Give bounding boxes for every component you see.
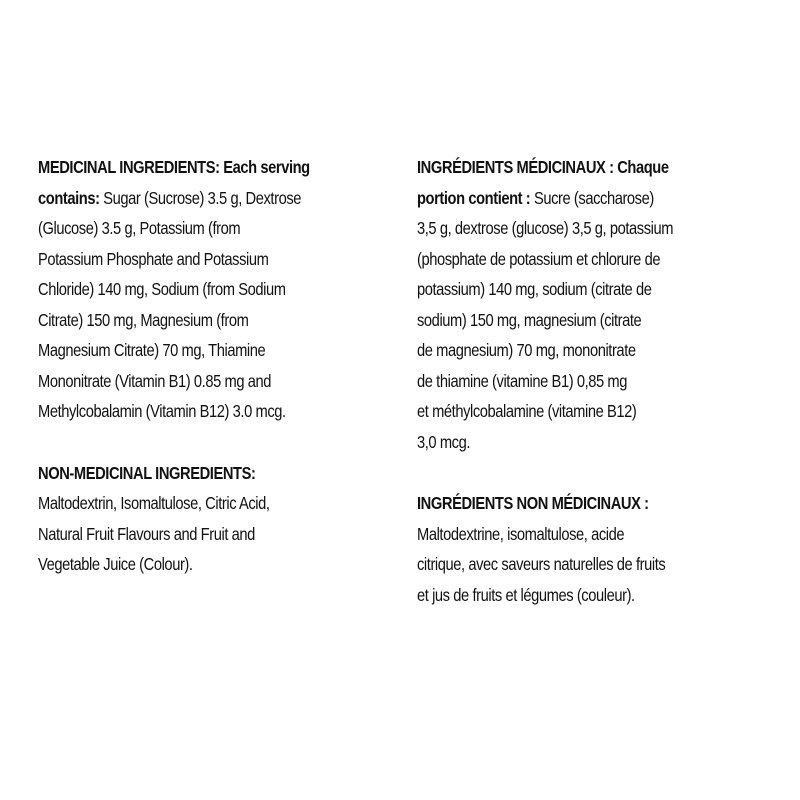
text-line (38, 335, 374, 366)
text-line (38, 488, 374, 519)
medicinal-ingredients-en (38, 152, 374, 427)
text-line (38, 458, 374, 489)
text-line (38, 183, 374, 214)
ingredient-text: Sucre (saccharose) (530, 187, 654, 208)
ingredient-heading: portion contient : (417, 187, 531, 208)
text-line (417, 366, 765, 397)
text-line (417, 427, 765, 458)
french-column (417, 152, 765, 610)
text-line (417, 152, 765, 183)
ingredient-text: 3,5 g, dextrose (glucose) 3,5 g, potassium (417, 218, 674, 238)
ingredient-text: Sugar (Sucrose) 3.5 g, Dextrose (99, 187, 302, 208)
ingredient-text: Chloride) 140 mg, Sodium (from Sodium (38, 279, 286, 299)
text-line (417, 274, 765, 305)
ingredient-text: et méthylcobalamine (vitamine B12) (417, 401, 637, 421)
text-line (38, 244, 374, 275)
text-line (38, 274, 374, 305)
ingredient-text: (Glucose) 3.5 g, Potassium (from (38, 218, 241, 238)
text-line (417, 335, 765, 366)
text-line (417, 183, 765, 214)
text-line (417, 580, 765, 611)
ingredient-heading: INGRÉDIENTS MÉDICINAUX : Chaque (417, 157, 669, 177)
text-line (38, 152, 374, 183)
ingredient-text: citrique, avec saveurs naturelles de fruits (417, 554, 666, 574)
ingredient-text: Magnesium Citrate) 70 mg, Thiamine (38, 340, 266, 360)
ingredient-text: Maltodextrine, isomaltulose, acide (417, 523, 625, 544)
ingredient-text: Maltodextrin, Isomaltulose, Citric Acid, (38, 493, 270, 513)
ingredient-text: sodium) 150 mg, magnesium (citrate (417, 309, 642, 330)
ingredient-heading: NON-MEDICINAL INGREDIENTS: (38, 462, 256, 483)
ingredient-text: de magnesium) 70 mg, mononitrate (417, 340, 636, 360)
non-medicinal-ingredients-en (38, 458, 374, 580)
ingredient-text: de thiamine (vitamine B1) 0,85 mg (417, 370, 628, 391)
text-line (417, 519, 765, 550)
ingredient-text: 3,0 mcg. (417, 431, 471, 452)
text-line (38, 396, 374, 427)
text-line (417, 305, 765, 336)
text-line (38, 519, 374, 550)
text-line (417, 244, 765, 275)
ingredient-text: et jus de fruits et légumes (couleur). (417, 584, 635, 605)
text-line (417, 213, 765, 244)
text-line (38, 213, 374, 244)
ingredient-heading: MEDICINAL INGREDIENTS: Each serving (38, 157, 310, 177)
ingredient-text: Mononitrate (Vitamin B1) 0.85 mg and (38, 370, 272, 391)
text-line (38, 305, 374, 336)
non-medicinal-ingredients-fr (417, 488, 765, 610)
text-line (417, 488, 765, 519)
ingredient-heading: contains: (38, 187, 100, 208)
text-line (417, 396, 765, 427)
ingredient-text: Vegetable Juice (Colour). (38, 554, 193, 574)
medicinal-ingredients-fr (417, 152, 765, 457)
ingredient-text: Natural Fruit Flavours and Fruit and (38, 523, 255, 544)
ingredient-heading: INGRÉDIENTS NON MÉDICINAUX : (417, 493, 649, 513)
english-column (38, 152, 374, 580)
ingredient-text: Citrate) 150 mg, Magnesium (from (38, 309, 249, 330)
text-line (38, 366, 374, 397)
text-line (38, 549, 374, 580)
ingredient-text: potassium) 140 mg, sodium (citrate de (417, 279, 652, 299)
ingredient-text: (phosphate de potassium et chlorure de (417, 248, 661, 269)
text-line (417, 549, 765, 580)
ingredient-text: Potassium Phosphate and Potassium (38, 248, 269, 269)
ingredient-text: Methylcobalamin (Vitamin B12) 3.0 mcg. (38, 401, 286, 421)
